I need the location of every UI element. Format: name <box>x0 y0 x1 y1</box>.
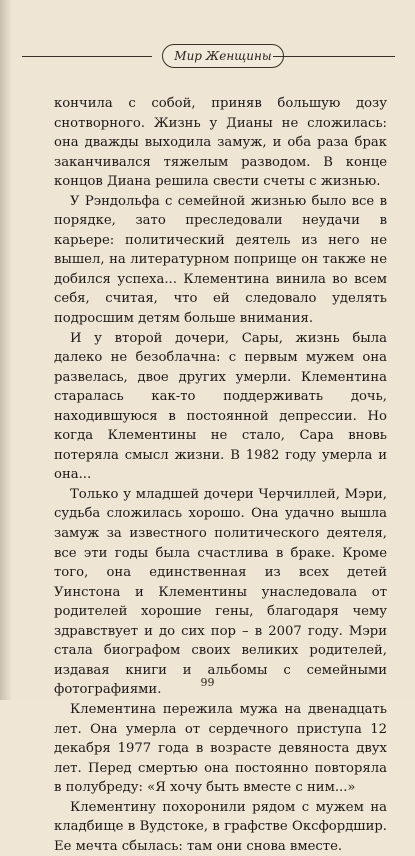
page-number: 99 <box>200 676 215 689</box>
paragraph: Клементину похоронили рядом с мужем на кладбище в Вудстоке, в графстве Оксфордшир. Ее мечта сбылась: там они снова вместе. <box>54 799 387 854</box>
header-rule-left <box>22 56 152 57</box>
series-title-badge <box>162 44 284 68</box>
body-text <box>54 94 387 856</box>
header-rule-right <box>273 56 395 57</box>
paragraph: У Рэндольфа с семейной жизнью было все в порядке, зато преследовали неудачи в карьере: политический деятель из него не вышел, на литературном поприще он также не добился успеха... Клементина винила во всем себя, считая, что ей следовало уделять подросшим детям больше внимания. <box>54 193 387 327</box>
paragraph: И у второй дочери, Сары, жизнь была далеко не безоблачна: с первым мужем она развелась, двое других умерли. Клементина старалась как-то поддерживать дочь, находившуюся в постоянной депрессии. Но когда Клементины не стало, Сара вновь потеряла смысл жизни. В 1982 году умерла и она... <box>54 330 387 483</box>
paragraph: кончила с собой, приняв большую дозу снотворного. Жизнь у Дианы не сложилась: она дважды выходила замуж, и оба раза брак заканчивался тяжелым разводом. В конце концов Диана решила свести счеты с жизнью. <box>54 96 387 190</box>
paragraph: Клементина пережила мужа на двенадцать лет. Она умерла от сердечного приступа 12 декабря 1977 года в возрасте девяноста двух лет. Перед смертью она постоянно повторяла в полубреду: «Я хочу быть вместе с ним...» <box>54 701 387 796</box>
header-ornament <box>22 44 395 68</box>
series-title: Мир Женщины <box>174 49 272 63</box>
paragraph: Только у младшей дочери Черчиллей, Мэри, судьба сложилась хорошо. Она удачно вышла замуж за известного политического деятеля, все эти годы была счастлива в браке. Кроме того, она единственная из всех детей Уинстона и Клементины унаследовала от родителей хорошие гены, благодаря чему здравствует и до сих пор – в 2007 году. Мэри стала биографом своих великих родителей, издавая книги и альбомы с семейными фотографиями. <box>54 486 387 698</box>
